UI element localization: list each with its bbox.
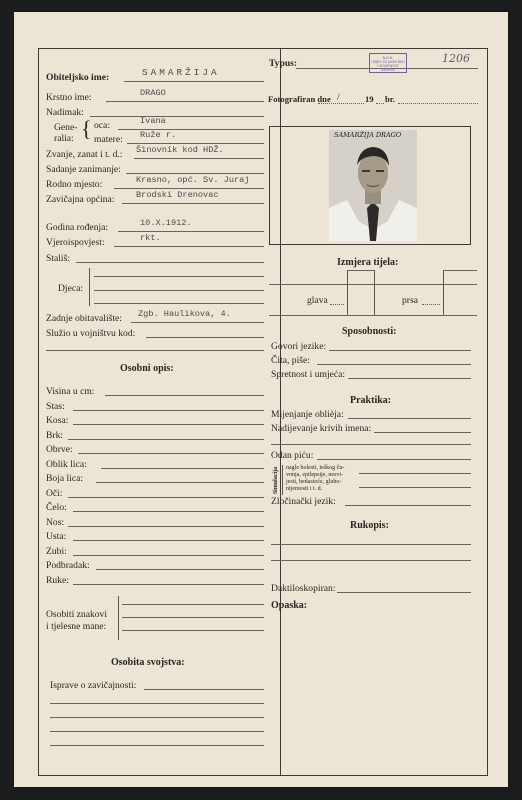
religion-value: rkt. xyxy=(140,233,161,243)
fingerprinted-label: Daktiloskopiran: xyxy=(271,583,336,594)
record-card xyxy=(14,12,508,787)
religion-label: Vjeroispovjest: xyxy=(46,237,105,248)
chest-label: prsa xyxy=(402,295,418,306)
status-label: Stališ: xyxy=(46,253,70,264)
description-field-label: Brk: xyxy=(46,429,64,441)
surname-value: SAMARŽIJA xyxy=(142,67,220,78)
surname-label: Obiteljsko ime: xyxy=(46,72,110,83)
drinking-label: Odan piću: xyxy=(271,450,314,461)
military-label: Služio u vojništvu kod: xyxy=(46,328,136,339)
description-field-label: Kosa: xyxy=(46,415,69,426)
parents-label-1: Gene- xyxy=(54,122,78,133)
criminal-language-label: Zločinački jezik: xyxy=(271,496,336,507)
photographed-slash: / xyxy=(337,92,340,103)
type-label: Typus: xyxy=(269,58,298,69)
given-name-label: Krstno ime: xyxy=(46,92,92,103)
remark-title: Opaska: xyxy=(271,600,308,611)
description-field-label: Zubi: xyxy=(46,545,67,557)
birth-year-label: Godina rođenja: xyxy=(46,222,109,233)
simulation-label: Simulacija xyxy=(273,466,280,495)
photo-caption: SAMARŽIJA DRAGO xyxy=(334,131,402,139)
home-municipality-label: Zavičajna općina: xyxy=(46,194,115,205)
photographed-century: 19 xyxy=(365,94,374,104)
description-field-label: Nos: xyxy=(46,516,65,528)
description-field-label: Obrve: xyxy=(46,444,73,455)
photographed-year-suffix: br. xyxy=(385,94,395,104)
children-label: Djeca: xyxy=(58,283,84,294)
home-municipality-value: Brodski Drenovac xyxy=(136,190,219,200)
skills-label: Spretnost i umjeća: xyxy=(271,369,346,380)
description-field-label: Oblik lica: xyxy=(46,458,87,470)
portrait-icon xyxy=(329,130,417,241)
handwriting-title: Rukopis: xyxy=(350,520,389,531)
current-occupation-label: Sadanje zanimanje: xyxy=(46,164,121,175)
given-name-value: DRAGO xyxy=(140,88,166,98)
last-residence-value: Zgb. Haulikova, 4. xyxy=(138,309,231,319)
documents-label: Isprave o zavičajnosti: xyxy=(50,680,137,691)
birthplace-value: Krasno, opć. Sv. Juraj xyxy=(136,175,250,185)
reads-writes-label: Čita, piše: xyxy=(271,355,310,366)
description-field-label: Usta: xyxy=(46,531,67,542)
description-field-label: Stas: xyxy=(46,400,65,412)
photographed-label: Fotografiran dne xyxy=(268,94,331,104)
measurements-title: Izmjera tijela: xyxy=(337,257,399,268)
last-residence-label: Zadnje obitavalište: xyxy=(46,313,122,324)
traits-title: Osobita svojstva: xyxy=(111,657,185,668)
occupation-label: Zvanje, zanat i t. d.: xyxy=(46,149,123,160)
father-label: oca: xyxy=(94,120,110,131)
simulation-text: nagle bolesti, teškog ču- vonja, epilepsije, nesvi- jesti, bedastoće, gluho- nijemosti i t. d. xyxy=(286,465,345,492)
face-change-label: Mijenjanje oblièja: xyxy=(271,409,344,420)
description-field-label: Čelo: xyxy=(46,502,67,513)
languages-label: Govori jezike: xyxy=(271,341,327,352)
special-marks-label-2: i tjelesne mane: xyxy=(46,621,107,632)
handwritten-number: 1206 xyxy=(442,52,470,65)
birth-year-value: 10.X.1912. xyxy=(140,218,192,228)
abilities-title: Sposobnosti: xyxy=(342,326,397,337)
description-field-label: Ruke: xyxy=(46,574,69,586)
description-field-label: Podbradak: xyxy=(46,560,90,571)
description-field-label: Visina u cm: xyxy=(46,386,95,397)
police-stamp: N.D.H. ODJEL ZA JAVNI RED I SIGURNOST ZAGREB xyxy=(369,53,407,73)
head-label: glava xyxy=(307,295,328,306)
father-value: Ivana xyxy=(140,116,166,126)
practices-title: Praktika: xyxy=(350,395,392,406)
mother-value: Ruže r. xyxy=(140,130,177,140)
portrait-photo xyxy=(329,130,417,241)
special-marks-label-1: Osobiti znakovi xyxy=(46,609,108,620)
description-field-label: Oči: xyxy=(46,487,63,499)
parents-label-2: ralia: xyxy=(54,133,74,144)
nickname-label: Nadimak: xyxy=(46,107,84,118)
parents-brace: { xyxy=(81,116,92,141)
description-field-label: Boja lica: xyxy=(46,473,84,484)
mother-label: matere: xyxy=(94,134,123,145)
personal-description-title: Osobni opis: xyxy=(120,363,174,374)
false-names-label: Nadijevanje krivih imena: xyxy=(271,423,372,434)
occupation-value: Šinovnik kod HDŽ. xyxy=(136,145,224,155)
birthplace-label: Rodno mjesto: xyxy=(46,179,103,190)
